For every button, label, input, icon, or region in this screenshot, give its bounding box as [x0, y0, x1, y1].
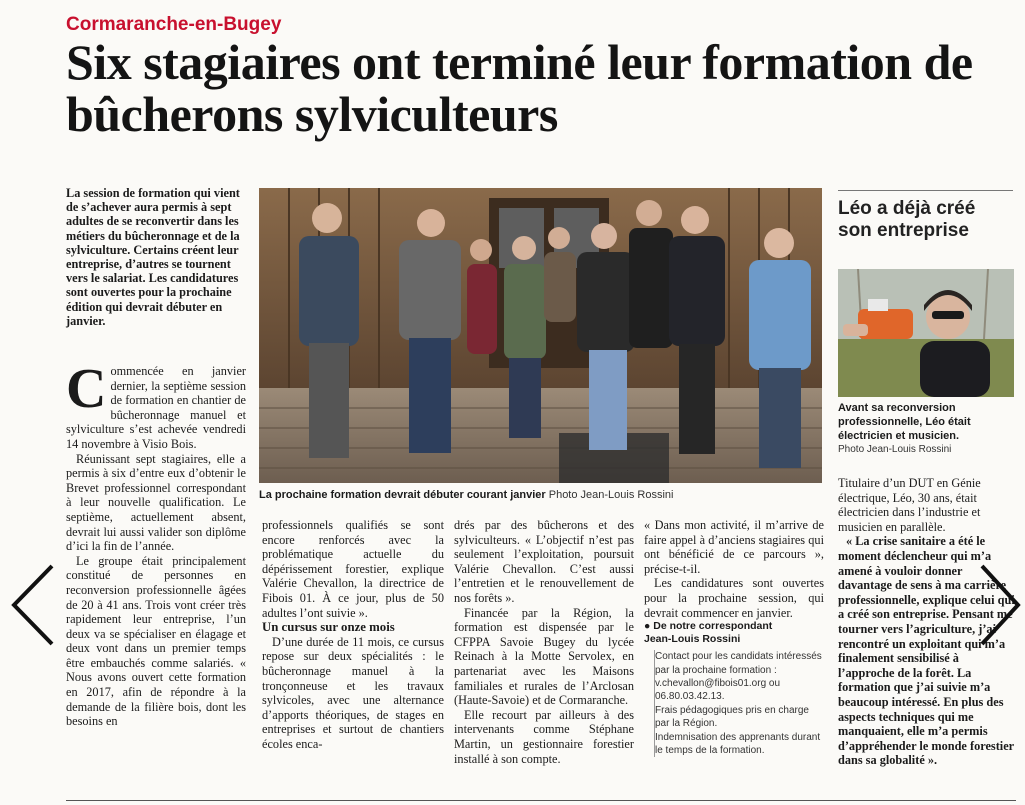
caption-credit: Photo Jean-Louis Rossini [548, 489, 674, 501]
info-contact: Contact pour les candidats intéressés par la prochaine formation : v.chevallon@fibois01.org ou 06.80.03.42.13. [655, 651, 822, 703]
info-compensation: Indemnisation des apprenants durant le temps de la formation. [655, 731, 821, 756]
article-column-4 [644, 518, 824, 757]
photo-caption [259, 488, 822, 502]
sidebar-caption-credit: Photo Jean-Louis Rossini [838, 444, 952, 455]
caption-text: La prochaine formation devrait débuter courant janvier [259, 489, 546, 501]
paragraph-6: drés par des bûcherons et des sylviculteurs. « L’objectif n’est pas seulement l’exploitation, poursuit Valérie Chevallon. C’est aussi l’entretien et le renouvellement de nos forêts ». [454, 518, 634, 605]
byline-label: De notre correspondant [653, 620, 773, 633]
sidebar-caption-text: Avant sa reconversion professionnelle, Léo était électricien et musicien. [838, 402, 971, 442]
prev-page-button[interactable] [6, 560, 66, 650]
info-fees: Frais pédagogiques pris en charge par la Région. [655, 704, 809, 730]
article-kicker: Cormaranche-en-Bugey [66, 14, 282, 35]
paragraph-1: ommencée en janvier dernier, la septième session de formation en chantier de bûcheronnage manuel et sylviculture s’est achevée vendredi 14 novembre à Visio Bois. [66, 364, 246, 451]
sidebar-title: Léo a déjà créé son entreprise [838, 198, 976, 241]
next-page-button[interactable] [974, 560, 1025, 650]
bottom-divider [66, 800, 1016, 801]
sidebar-photo [838, 269, 1014, 397]
byline-name: Jean-Louis Rossini [644, 633, 741, 646]
sidebar-paragraph-1: Titulaire d’un DUT en Génie électrique, Léo, 30 ans, était électricien dans l’industrie et musicien en parallèle. [838, 476, 981, 534]
paragraph-10: Les candidatures sont ouvertes pour la prochaine session, qui devrait commencer en janvier. [644, 576, 824, 620]
chevron-right-icon [974, 560, 1024, 650]
dropcap: C [66, 358, 107, 420]
article-headline: Six stagiaires ont terminé leur formation de bûcherons sylviculteurs [66, 34, 973, 142]
paragraph-5: D’une durée de 11 mois, ce cursus repose sur deux spécialités : le bûcheronnage manuel à la tronçonneuse et les travaux sylvicoles, avec une alternance d’apports théoriques, de stages en entreprises et surtout de chantiers écoles enca- [262, 634, 444, 751]
article-lead: La session de formation qui vient de s’achever aura permis à sept adultes de se reconvertir dans les métiers du bûcheronnage et de la sylviculture. Certains créent leur entreprise, d’autres se tournent vers le salariat. Les candidatures sont ouvertes pour la prochaine édition qui devrait débuter en janvier. [66, 186, 240, 328]
paragraph-3: Le groupe était principalement constitué de personnes en reconversion professionnelle âgées de 20 à 41 ans. Trois vont créer très rapidement leur entreprise, l’un deux va se spécialiser en élagage et deux vont dans un premier temps être embauchés comme salariés. « Nous avons ouvert cette formation en 2017, afin de répondre à la demande de la filière bois, dont les besoins en [66, 553, 246, 729]
sidebar-paragraph-2: « La crise sanitaire a été le moment déclencheur qui m’a amené à vouloir donner davantage de sens à ma carrière professionnelle, explique celui qui a créé son entreprise. Pensant me tourner vers l’agriculture, j’ai rencontré un exploitant qui m’a finalement sensibilisé à l’approche de la forêt. La formation que j’ai suivie m’a beaucoup intéressé. En plus des aspects techniques qui me manquaient, elle m’a permis d’appréhender le monde forestier dans sa globalité ». [838, 534, 1015, 768]
paragraph-8: Elle recourt par ailleurs à des intervenants comme Stéphane Martin, un gestionnaire forestier installé à son compte. [454, 707, 634, 766]
article-column-3 [454, 518, 634, 766]
sidebar-caption [838, 401, 1014, 457]
paragraph-9: « Dans mon activité, il m’arrive de faire appel à d’anciens stagiaires qui ont bénéficié de ce parcours », précise-t-il. [644, 518, 824, 576]
subheading: Un cursus sur onze mois [262, 620, 395, 635]
paragraph-4: professionnels qualifiés se sont encore renforcés avec la problématique actuelle du dépérissement forestier, explique Valérie Chevallon, la directrice de Fibois 01. À ce jour, plus de 50 adultes l’ont suivie ». [262, 518, 444, 620]
article-column-1 [66, 358, 246, 729]
paragraph-7: Financée par la Région, la formation est dispensée par le CFPPA Savoie Bugey du lycée Reinach à la Motte Servolex, en partenariat avec les Maisons familiales et rurales de l’Arclosan (Haute-Savoie) et de Cormaranche. [454, 605, 634, 708]
group-photo [259, 188, 822, 483]
chevron-left-icon [6, 560, 66, 650]
paragraph-2: Réunissant sept stagiaires, elle a permis à six d’entre eux d’obtenir le Brevet professionnel correspondant à leur nouvelle qualification. Le septième, actuellement absent, devrait lui aussi valider son diplôme d’ici la fin de l’année. [66, 451, 246, 554]
article-column-2 [262, 518, 444, 752]
sidebar-divider [838, 190, 1013, 191]
byline: ● De notre correspondant Jean-Louis Rossini [644, 620, 773, 646]
info-box [654, 650, 824, 757]
